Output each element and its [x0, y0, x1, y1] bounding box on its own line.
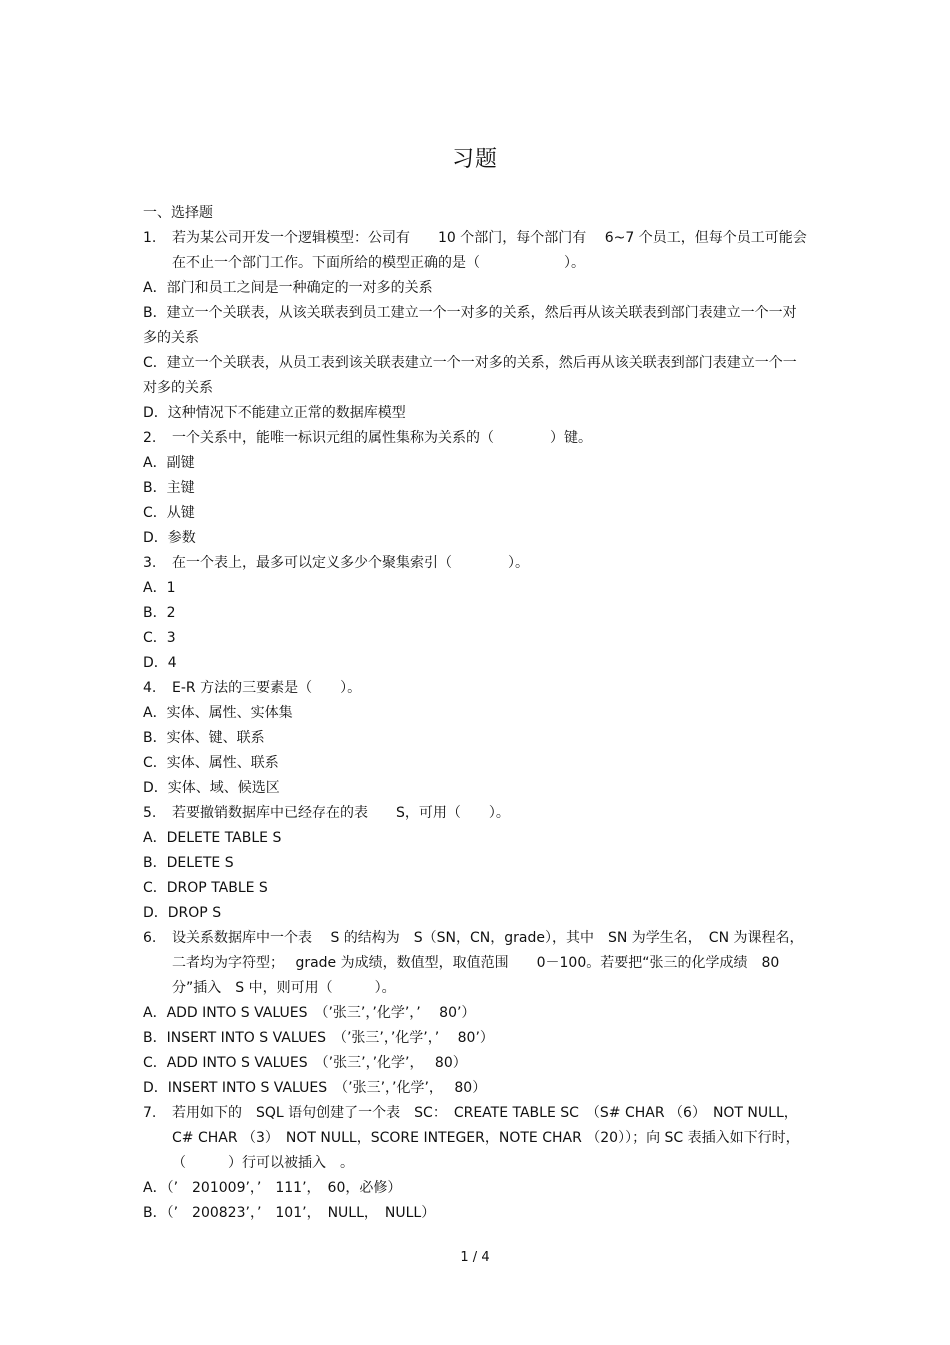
question-number: 2. [143, 430, 157, 446]
option-a: A．1 [143, 580, 176, 596]
option-a: A．ADD INTO S VALUES （’张三’，’化学’，’ 80’） [143, 1005, 476, 1021]
option-c: C．3 [143, 630, 176, 646]
option-c: C．从键 [143, 505, 195, 521]
option-a: A．副键 [143, 455, 195, 471]
question-text: 在一个表上，最多可以定义多少个聚集索引（ ）。 [172, 555, 529, 571]
option-b: B．（’ 200823’，’ 101’， NULL， NULL） [143, 1205, 436, 1221]
option-b: B．实体、键、联系 [143, 730, 265, 746]
option-d: D．DROP S [143, 905, 222, 921]
option-b: B．建立一个关联表，从该关联表到员工建立一个一对多的关系，然后再从该关联表到部门表建立一个一对多的关系 [143, 305, 797, 346]
question-number: 6. [143, 930, 157, 946]
question-number: 5. [143, 805, 157, 821]
option-c: C．实体、属性、联系 [143, 755, 279, 771]
option-b: B．主键 [143, 480, 195, 496]
option-b: B．DELETE S [143, 855, 234, 871]
option-a: A．DELETE TABLE S [143, 830, 282, 846]
option-b: B．INSERT INTO S VALUES （’张三’，’化学’，’ 80’） [143, 1030, 494, 1046]
option-d: D．实体、域、候选区 [143, 780, 280, 796]
option-c: C．建立一个关联表，从员工表到该关联表建立一个一对多的关系，然后再从该关联表到部门表建立一个一对多的关系 [143, 355, 797, 396]
question-number: 3. [143, 555, 157, 571]
question-3 [143, 551, 808, 576]
question-text: 若用如下的 SQL 语句创建了一个表 SC： CREATE TABLE SC （S# CHAR （6） NOT NULL，C# CHAR （3） NOT NULL，SCORE INTEGER，NOTE CHAR （20））；向 SC 表插入如下行时，（ ）行可以被插入 。 [172, 1105, 800, 1171]
question-4 [143, 676, 808, 701]
option-d: D．这种情况下不能建立正常的数据库模型 [143, 405, 406, 421]
question-number: 7. [143, 1105, 157, 1121]
option-c: C．ADD INTO S VALUES （’张三’，’化学’， 80） [143, 1055, 467, 1071]
question-text: 一个关系中，能唯一标识元组的属性集称为关系的（ ）键。 [172, 430, 592, 446]
question-text: 设关系数据库中一个表 S 的结构为 S（SN，CN，grade），其中 SN 为学生名， CN 为课程名，二者均为字符型； grade 为成绩，数值型，取值范围 0－100。若要把“张三的化学成绩 80 分”插入 S 中，则可用（ ）。 [172, 930, 804, 996]
question-text: E-R 方法的三要素是（ ）。 [172, 680, 362, 696]
option-a: A．（’ 201009’，’ 111’， 60，必修） [143, 1180, 402, 1196]
question-1 [143, 226, 808, 276]
option-d: D．参数 [143, 530, 196, 546]
question-2 [143, 426, 808, 451]
option-a: A．部门和员工之间是一种确定的一对多的关系 [143, 280, 433, 296]
question-5 [143, 801, 808, 826]
option-d: D．INSERT INTO S VALUES （’张三’，’化学’， 80） [143, 1080, 487, 1096]
question-6 [143, 926, 808, 1001]
question-text: 若要撤销数据库中已经存在的表 S，可用（ ）。 [172, 805, 510, 821]
option-b: B．2 [143, 605, 176, 621]
page-number: 1 / 4 [460, 1250, 490, 1265]
question-number: 4. [143, 680, 157, 696]
option-a: A．实体、属性、实体集 [143, 705, 293, 721]
option-d: D．4 [143, 655, 177, 671]
section-heading: 一、选择题 [143, 205, 213, 221]
question-7 [143, 1101, 808, 1176]
question-number: 1. [143, 230, 157, 246]
page-title: 习题 [451, 147, 498, 172]
question-text: 若为某公司开发一个逻辑模型：公司有 10 个部门，每个部门有 6~7 个员工，但每个员工可能会在不止一个部门工作。下面所给的模型正确的是（ ）。 [172, 230, 807, 271]
option-c: C．DROP TABLE S [143, 880, 268, 896]
content [143, 201, 808, 1226]
